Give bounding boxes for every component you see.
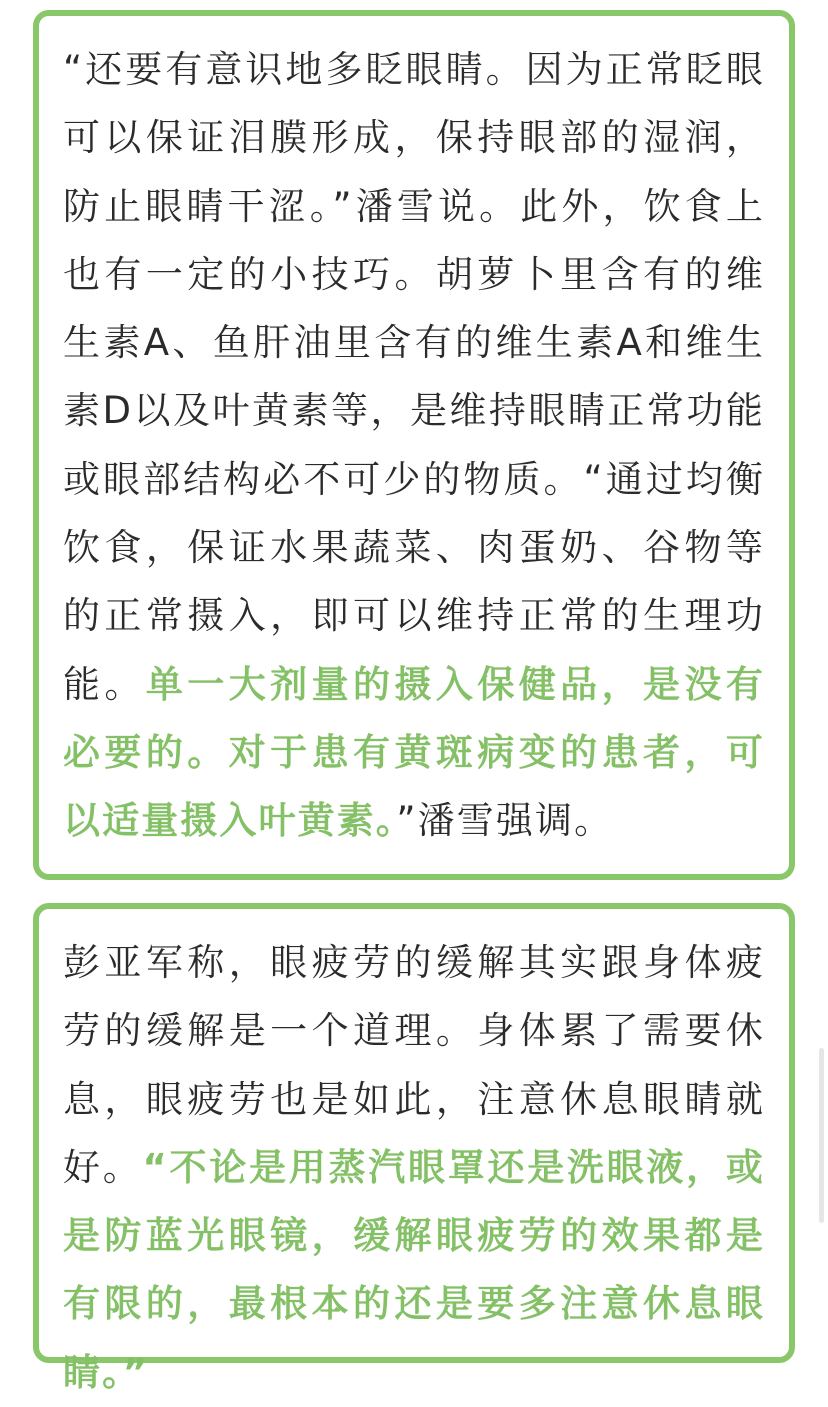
paragraph-text: 彭亚军称，眼疲劳的缓解其实跟身体疲劳的缓解是一个道理。身体累了需要休息，眼疲劳也是如此，注意休息眼睛就好。 <box>63 941 765 1189</box>
paragraph-peng-yajun-quote <box>63 929 765 1407</box>
highlighted-text: 单一大剂量的摄入保健品，是没有必要的。对于患有黄斑病变的患者，可以适量摄入叶黄素。 <box>63 662 766 843</box>
paragraph-tail-text: ”潘雪强调。 <box>396 799 614 843</box>
scrollbar[interactable] <box>819 1048 824 1223</box>
paragraph-text: “还要有意识地多眨眼睛。因为正常眨眼可以保证泪膜形成，保持眼部的湿润，防止眼睛干涩。”潘雪说。此外，饮食上也有一定的小技巧。胡萝卜里含有的维生素A、鱼肝油里含有的维生素A和维生素D以及叶黄素等，是维持眼睛正常功能或眼部结构必不可少的物质。“通过均衡饮食，保证水果蔬菜、肉蛋奶、谷物等的正常摄入，即可以维持正常的生理功能。 <box>63 48 765 706</box>
text-card-eye-care-tips <box>33 10 795 880</box>
text-card-eye-fatigue <box>33 903 795 1394</box>
paragraph-pan-xue-quote <box>63 36 765 856</box>
highlighted-text: “不论是用蒸汽眼罩还是洗眼液，或是防蓝光眼镜，缓解眼疲劳的效果都是有限的，最根本的还是要多注意休息眼睛。” <box>63 1145 765 1394</box>
